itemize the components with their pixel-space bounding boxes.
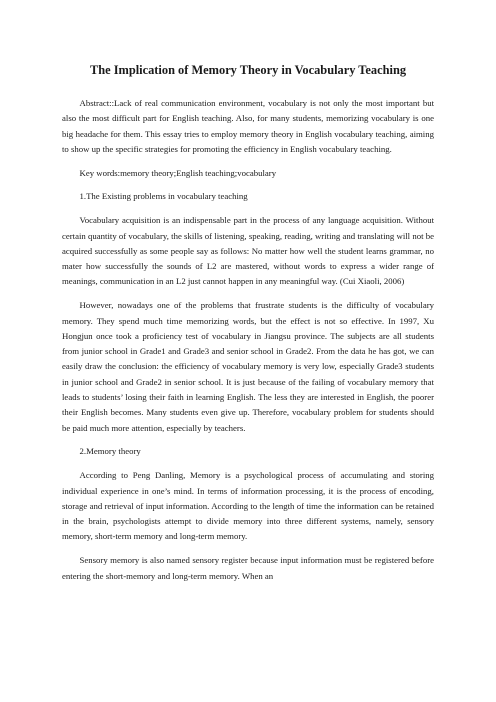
section-1-heading: 1.The Existing problems in vocabulary teaching: [79, 191, 248, 202]
section-2-heading: 2.Memory theory: [79, 446, 141, 457]
abstract-paragraph: Abstract::Lack of real communication environment, vocabulary is not only the most important but also the most difficult part for English teaching. Also, for many students, memorizing vocabulary is one big headache for them. This essay tries to employ memory theory in English vocabulary teaching, aiming to show up the specific strategies for promoting the efficiency in English vocabulary teaching.: [62, 98, 434, 154]
section-2-paragraph-1: According to Peng Danling, Memory is a psychological process of accumulating and storing individual experience in one’s mind. In terms of information processing, it is the process of encoding, storage and retrieval of input information. According to the length of time the information can be retained in the brain, psychologists attempt to divide memory into three different systems, namely, sensory memory, short-term memory and long-term memory.: [62, 470, 434, 542]
document-title: The Implication of Memory Theory in Vocabulary Teaching: [89, 63, 407, 77]
section-1-paragraph-1: Vocabulary acquisition is an indispensable part in the process of any language acquisition. Without certain quantity of vocabulary, the skills of listening, speaking, reading, writing and translating will not be acquired successfully as some people say as follows: No matter how well the student learns grammar, no mater how successfully the sounds of L2 are mastered, without words to express a wider range of meanings, communication in an L2 just cannot happen in any meaningful way. (Cui Xiaoli, 2006): [62, 215, 434, 287]
section-2-paragraph-2: Sensory memory is also named sensory register because input information must be registered before entering the short-memory and long-term memory. When an: [62, 555, 434, 581]
keywords-line: Key words:memory theory;English teaching;vocabulary: [79, 167, 277, 178]
section-1-paragraph-2: However, nowadays one of the problems that frustrate students is the difficulty of vocabulary memory. They spend much time memorizing words, but the effect is not so effective. In 1997, Xu Hongjun once took a proficiency test of vocabulary in Jiangsu province. The subjects are all students from junior school in Grade1 and Grade3 and senior school in Grade2. From the data he has got, we can easily draw the conclusion: the efficiency of vocabulary memory is very low, especially Grade3 students in junior school and Grade2 in senior school. It is just because of the failing of vocabulary memory that leads to students’ losing their faith in learning English. The less they are interested in English, the poorer their English becomes. Many students even give up. Therefore, vocabulary problem for students should be paid much more attention, especially by teachers.: [62, 300, 434, 433]
